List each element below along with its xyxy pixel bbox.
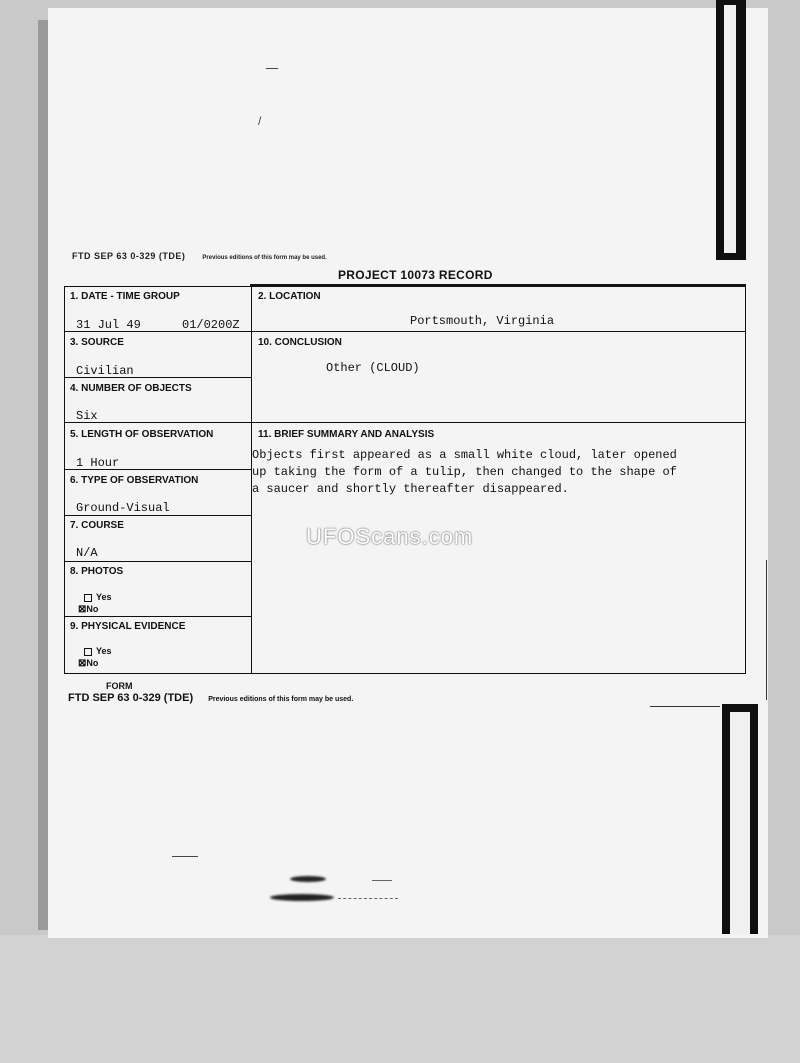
summary-line: Objects first appeared as a small white cloud, later opened (252, 448, 677, 462)
physical-evidence-no-option: ⊠No (78, 658, 99, 669)
photos-no-option: ⊠No (78, 604, 99, 615)
date-time-group-label: 1. DATE - TIME GROUP (70, 291, 180, 302)
watermark: UFOScans.com (306, 524, 474, 549)
location-value: Portsmouth, Virginia (410, 314, 555, 328)
scan-background (0, 935, 800, 1063)
type-of-observation-label: 6. TYPE OF OBSERVATION (70, 475, 199, 486)
scan-mark: / (258, 114, 262, 128)
checked-box-icon: ⊠ (78, 658, 86, 669)
scan-smudge (270, 894, 334, 901)
summary-line: up taking the form of a tulip, then changed to the shape of (252, 465, 677, 479)
brief-summary-label: 11. BRIEF SUMMARY AND ANALYSIS (258, 429, 435, 440)
brief-summary-text (252, 447, 722, 498)
page-title: PROJECT 10073 RECORD (338, 268, 493, 282)
photos-label: 8. PHOTOS (70, 566, 124, 577)
previous-editions-top: Previous editions of this form may be used. (202, 255, 327, 261)
length-of-observation-label: 5. LENGTH OF OBSERVATION (70, 429, 214, 440)
footer-form-label: FORM (106, 681, 133, 691)
footer-previous-editions: Previous editions of this form may be used. (208, 696, 354, 703)
number-of-objects-value: Six (76, 409, 98, 423)
conclusion-label: 10. CONCLUSION (258, 337, 342, 348)
type-of-observation-value: Ground-Visual (76, 501, 170, 515)
summary-line: a saucer and shortly thereafter disappeared. (252, 482, 569, 496)
form-footer (68, 692, 353, 704)
course-value: N/A (76, 546, 98, 560)
location-label: 2. LOCATION (258, 291, 321, 302)
checkbox-icon (84, 648, 92, 656)
length-of-observation-value: 1 Hour (76, 456, 120, 470)
course-label: 7. COURSE (70, 520, 124, 531)
date-value: 31 Jul 49 (76, 318, 141, 332)
checkbox-icon (84, 594, 92, 602)
source-label: 3. SOURCE (70, 337, 124, 348)
source-value: Civilian (76, 364, 134, 378)
time-value: 01/0200Z (182, 318, 240, 332)
photos-yes-option: Yes (84, 592, 112, 602)
scan-smudge (290, 876, 326, 882)
form-id-top: FTD SEP 63 0-329 (TDE) (72, 251, 186, 261)
physical-evidence-label: 9. PHYSICAL EVIDENCE (70, 621, 186, 632)
physical-evidence-yes-option: Yes (84, 646, 112, 656)
number-of-objects-label: 4. NUMBER OF OBJECTS (70, 383, 192, 394)
conclusion-value: Other (CLOUD) (326, 361, 420, 375)
checked-box-icon: ⊠ (78, 604, 86, 615)
form-header-top (72, 251, 327, 261)
footer-form-id: FTD SEP 63 0-329 (TDE) (68, 692, 194, 704)
scan-mark (172, 856, 198, 857)
